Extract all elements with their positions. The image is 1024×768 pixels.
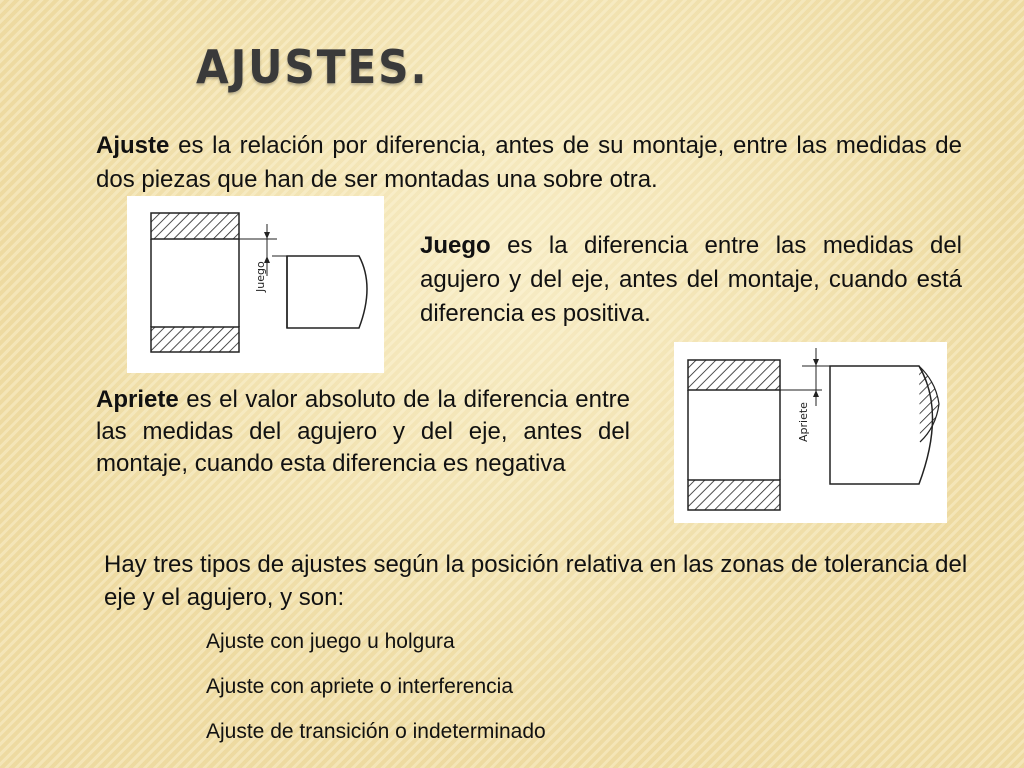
tipos-intro: Hay tres tipos de ajustes según la posición relativa en las zonas de tolerancia del eje y el agujero, y son: [104,551,968,611]
apriete-text: es el valor absoluto de la diferencia entre las medidas del agujero y del eje, antes del montaje, cuando esta diferencia es negativa [96,386,630,477]
tipos-list [206,624,546,759]
apriete-diagram-label: Apriete [797,402,810,442]
apriete-definition [96,384,630,480]
list-item: Ajuste con apriete o interferencia [206,675,514,698]
list-item: Ajuste de transición o indeterminado [206,720,546,743]
ajuste-text: es la relación por diferencia, antes de su montaje, entre las medidas de dos piezas que han de ser montadas una sobre otra. [96,132,962,193]
apriete-term: Apriete [96,386,179,413]
juego-text: es la diferencia entre las medidas del agujero y del eje, antes del montaje, cuando está diferencia es positiva. [420,232,962,327]
juego-diagram-label: Juego [254,261,267,292]
juego-definition [420,229,962,331]
ajuste-definition [96,129,962,197]
list-item: Ajuste con juego u holgura [206,630,455,653]
juego-term: Juego [420,232,491,259]
juego-diagram [127,196,384,373]
ajuste-term: Ajuste [96,132,170,159]
apriete-diagram [674,342,947,523]
slide-title: AJUSTES. [196,40,429,94]
